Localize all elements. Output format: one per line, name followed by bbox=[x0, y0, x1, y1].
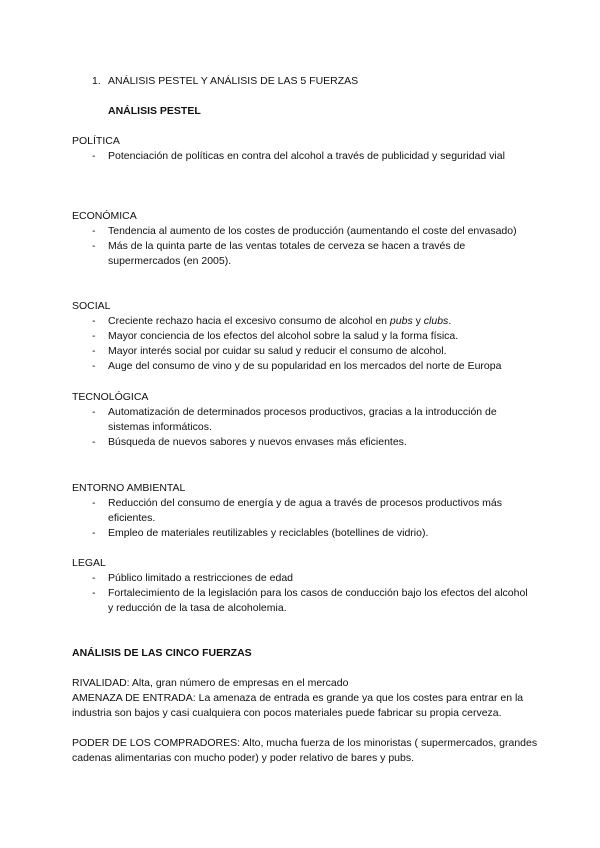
section-title-legal: LEGAL bbox=[72, 557, 106, 569]
politica-list bbox=[92, 149, 532, 164]
list-item: - Mayor interés social por cuidar su salud y reducir el consumo de alcohol. bbox=[92, 345, 447, 357]
tecnologica-list bbox=[92, 405, 532, 450]
bullet-dash: - bbox=[92, 527, 96, 539]
list-item: - Tendencia al aumento de los costes de producción (aumentando el coste del envasado) bbox=[92, 225, 517, 237]
bullet-dash: - bbox=[92, 150, 96, 162]
bullet-dash: - bbox=[92, 315, 96, 327]
five-forces-heading: ANÁLISIS DE LAS CINCO FUERZAS bbox=[72, 647, 252, 659]
bullet-dash: - bbox=[92, 406, 96, 418]
bullet-dash: - bbox=[92, 240, 96, 252]
list-item: - Empleo de materiales reutilizables y reciclables (botellines de vidrio). bbox=[92, 527, 429, 539]
section-title-entorno-ambiental: ENTORNO AMBIENTAL bbox=[72, 482, 186, 494]
list-item: - Automatización de determinados procesos productivos, gracias a la introducción de sistemas informáticos. bbox=[92, 406, 497, 433]
social-list bbox=[92, 314, 532, 374]
list-item: - Creciente rechazo hacia el excesivo consumo de alcohol en pubs y clubs. bbox=[92, 315, 452, 327]
bullet-dash: - bbox=[92, 497, 96, 509]
bullet-dash: - bbox=[92, 436, 96, 448]
list-item: - Mayor conciencia de los efectos del alcohol sobre la salud y la forma física. bbox=[92, 330, 459, 342]
five-forces-rivalidad: RIVALIDAD: Alta, gran número de empresas en el mercado bbox=[72, 677, 349, 689]
bullet-dash: - bbox=[92, 330, 96, 342]
heading-number: 1. bbox=[92, 75, 101, 87]
legal-list bbox=[92, 571, 532, 616]
section-title-tecnologica: TECNOLÓGICA bbox=[72, 391, 149, 403]
bullet-dash: - bbox=[92, 345, 96, 357]
bullet-dash: - bbox=[92, 572, 96, 584]
list-item: - Auge del consumo de vino y de su popularidad en los mercados del norte de Europa bbox=[92, 360, 502, 372]
pestel-subheading: ANÁLISIS PESTEL bbox=[108, 105, 201, 117]
section-title-social: SOCIAL bbox=[72, 300, 111, 312]
bullet-dash: - bbox=[92, 587, 96, 599]
list-item: - Reducción del consumo de energía y de agua a través de procesos productivos más eficientes. bbox=[92, 497, 502, 524]
entorno-list bbox=[92, 496, 532, 541]
document-heading: ANÁLISIS PESTEL Y ANÁLISIS DE LAS 5 FUERZAS bbox=[108, 75, 359, 87]
list-item: - Público limitado a restricciones de edad bbox=[92, 572, 294, 584]
five-forces-poder-compradores: PODER DE LOS COMPRADORES: Alto, mucha fuerza de los minoristas ( supermercados, grandes cadenas alimentarias con mucho poder) y poder relativo de bares y pubs. bbox=[72, 737, 538, 764]
list-item: - Fortalecimiento de la legislación para los casos de conducción bajo los efectos del alcohol y reducción de la tasa de alcoholemia. bbox=[92, 587, 528, 614]
bullet-dash: - bbox=[92, 360, 96, 372]
section-title-economica: ECONÓMICA bbox=[72, 210, 137, 222]
section-title-politica: POLÍTICA bbox=[72, 135, 120, 147]
economica-list bbox=[92, 224, 532, 269]
list-item: - Potenciación de políticas en contra del alcohol a través de publicidad y seguridad vial bbox=[92, 150, 505, 162]
list-item: - Más de la quinta parte de las ventas totales de cerveza se hacen a través de supermercados (en 2005). bbox=[92, 240, 466, 267]
list-item: - Búsqueda de nuevos sabores y nuevos envases más eficientes. bbox=[92, 436, 407, 448]
five-forces-amenaza-entrada: AMENAZA DE ENTRADA: La amenaza de entrada es grande ya que los costes para entrar en la industria son bajos y casi cualquiera con pocos materiales puede fabricar su propia cerveza. bbox=[72, 692, 524, 719]
bullet-dash: - bbox=[92, 225, 96, 237]
